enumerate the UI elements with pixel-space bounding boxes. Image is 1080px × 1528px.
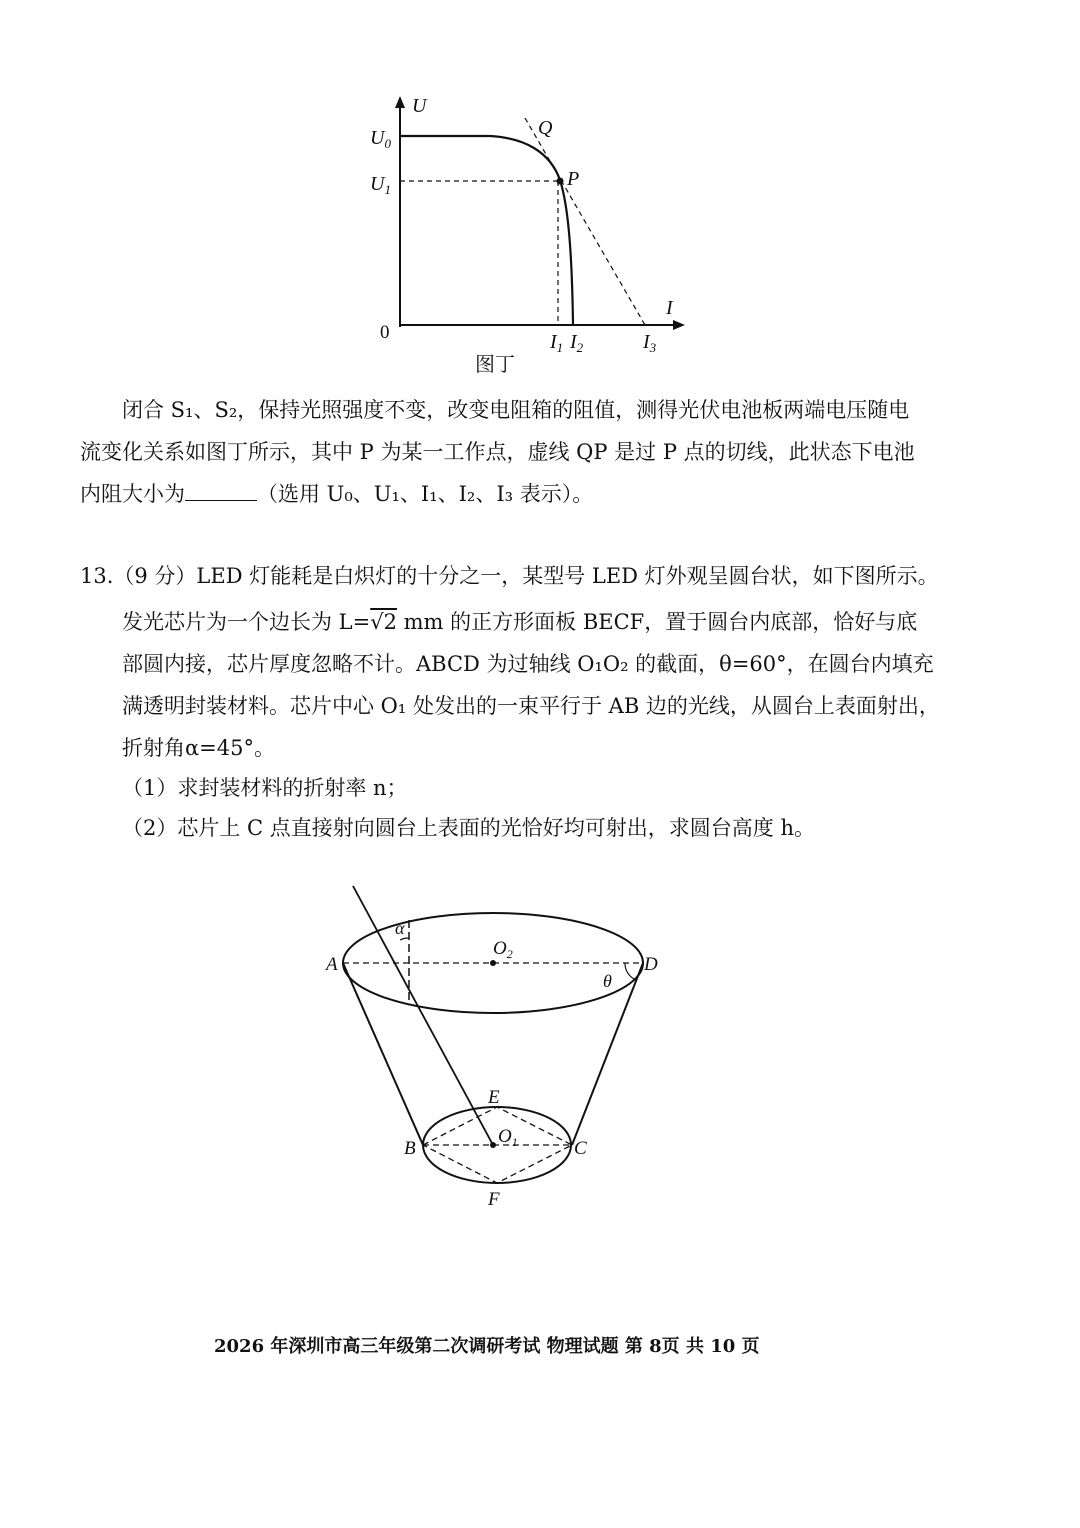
q13-line-2: 发光芯片为一个边长为 L=√2 mm 的正方形面板 BECF，置于圆台内底部，恰好与底: [122, 610, 918, 634]
label-d: D: [644, 954, 658, 975]
q13-line-5: 折射角α=45°。: [122, 736, 275, 760]
iv-curve: [400, 136, 573, 325]
point-o2: [490, 960, 496, 966]
u1-label: $U_1$: [370, 173, 391, 197]
origin-label: 0: [380, 322, 390, 343]
side-ab: [343, 963, 423, 1145]
figure-iv-curve: [360, 90, 700, 380]
point-p: [557, 178, 564, 185]
tangent-qp: [525, 118, 645, 325]
label-alpha: α: [395, 918, 405, 938]
axis-i-label: I: [666, 297, 673, 319]
q13-sub-2: （2）芯片上 C 点直接射向圆台上表面的光恰好均可射出，求圆台高度 h。: [122, 816, 815, 840]
q12-line-3: 内阻大小为 （选用 U₀、U₁、I₁、I₂、I₃ 表示）。: [80, 482, 594, 506]
u0-label: $U_0$: [370, 127, 391, 151]
answer-blank: [185, 480, 257, 501]
q12-paragraph: [80, 389, 920, 515]
i3-label: $I_3$: [643, 331, 657, 355]
q13-line-1: 13.（9 分）LED 灯能耗是白炽灯的十分之一，某型号 LED 灯外观呈圆台状，如下图所示。: [80, 564, 939, 588]
label-f: F: [488, 1189, 500, 1210]
u-axis-arrow: [395, 96, 405, 108]
i2-label: $I_2$: [570, 331, 584, 355]
p-label: P: [567, 168, 580, 190]
figure-cone: [320, 880, 680, 1220]
label-o2: $O_2$: [493, 938, 513, 961]
q13-line-4: 满透明封装材料。芯片中心 O₁ 处发出的一束平行于 AB 边的光线，从圆台上表面射出，: [122, 694, 940, 718]
q12-line-1: 闭合 S₁、S₂，保持光照强度不变，改变电阻箱的阻值，测得光伏电池板两端电压随电: [122, 398, 910, 422]
figure-caption: 图丁: [475, 354, 515, 376]
alpha-arc: [400, 938, 409, 940]
label-b: B: [404, 1138, 416, 1159]
page-footer: 2026 年深圳市高三年级第二次调研考试 物理试题 第 8页 共 10 页: [214, 1336, 760, 1357]
i1-label: $I_1$: [550, 331, 564, 355]
label-e: E: [488, 1087, 500, 1108]
label-c: C: [574, 1138, 587, 1159]
theta-arc: [625, 963, 636, 980]
sqrt-two: √2: [370, 610, 397, 634]
axis-u-label: U: [412, 95, 427, 117]
i-axis-arrow: [673, 320, 685, 330]
q12-line-2: 流变化关系如图丁所示，其中 P 为某一工作点，虚线 QP 是过 P 点的切线，此状态下电池: [80, 440, 915, 464]
light-ray: [353, 886, 493, 1145]
q13-sub-1: （1）求封装材料的折射率 n；: [122, 776, 408, 800]
label-theta: θ: [603, 971, 612, 991]
label-o1: $O_1$: [498, 1126, 518, 1149]
q13-line-3: 部圆内接，芯片厚度忽略不计。ABCD 为过轴线 O₁O₂ 的截面，θ=60°，在圆台内填充: [122, 652, 934, 676]
q-label: Q: [538, 117, 553, 139]
label-a: A: [326, 954, 338, 975]
